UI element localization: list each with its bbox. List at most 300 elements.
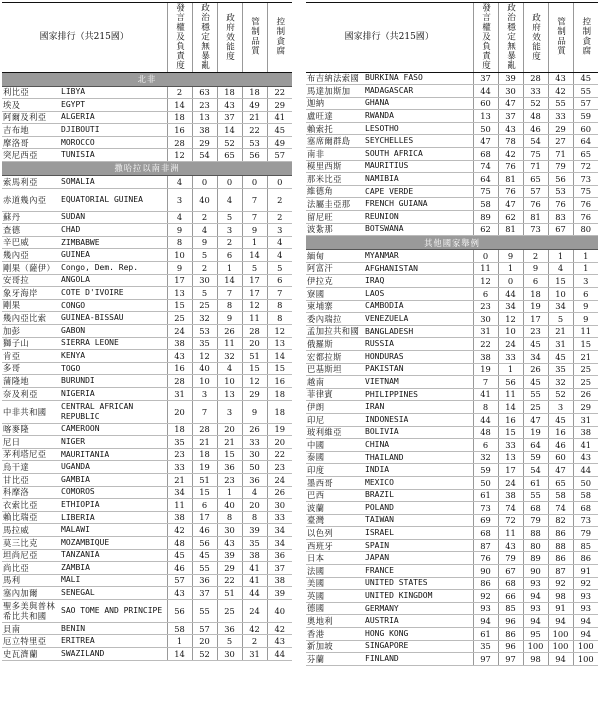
country-name-en: FINLAND	[364, 653, 473, 666]
regulatory-quality-value: 43	[548, 72, 573, 85]
government-effectiveness-value: 45	[523, 338, 548, 351]
voice-accountability-value: 50	[473, 476, 498, 489]
voice-accountability-value: 16	[167, 362, 192, 375]
government-effectiveness-value: 48	[523, 110, 548, 123]
regulatory-quality-value: 86	[548, 552, 573, 565]
political-stability-value: 40	[192, 188, 217, 211]
government-effectiveness-value: 25	[217, 599, 242, 622]
table-row	[306, 451, 598, 464]
country-name-en: SENEGAL	[60, 587, 167, 600]
table-row	[306, 489, 598, 502]
control-corruption-value: 49	[267, 136, 292, 149]
regulatory-quality-value: 56	[548, 173, 573, 186]
control-corruption-value: 79	[573, 527, 598, 540]
government-effectiveness-value: 32	[217, 350, 242, 363]
country-name-en: MOZAMBIQUE	[60, 536, 167, 549]
voice-accountability-value: 75	[473, 185, 498, 198]
political-stability-value: 4	[192, 224, 217, 237]
country-name-en: RUSSIA	[364, 338, 473, 351]
political-stability-value: 18	[192, 448, 217, 461]
regulatory-quality-value: 16	[548, 426, 573, 439]
government-effectiveness-value: 95	[523, 628, 548, 641]
table-row	[306, 338, 598, 351]
political-stability-value: 33	[498, 439, 523, 452]
table-row	[2, 325, 292, 338]
country-name-zh: 波紮那	[306, 223, 364, 236]
government-effectiveness-value: 52	[523, 97, 548, 110]
table-row	[2, 473, 292, 486]
table-row	[2, 99, 292, 112]
table-row	[306, 288, 598, 301]
government-effectiveness-value: 80	[523, 539, 548, 552]
country-name-zh: 中國	[306, 439, 364, 452]
government-effectiveness-value: 0	[217, 176, 242, 189]
country-name-en: MADAGASCAR	[364, 85, 473, 98]
country-name-en: GUINEA-BISSAU	[60, 312, 167, 325]
government-effectiveness-value: 94	[523, 615, 548, 628]
table-row	[306, 565, 598, 578]
political-stability-value: 15	[192, 486, 217, 499]
country-name-zh: 玻利維亞	[306, 426, 364, 439]
voice-accountability-value: 64	[473, 173, 498, 186]
control-corruption-value: 29	[573, 401, 598, 414]
country-name-en: NAMIBIA	[364, 173, 473, 186]
country-name-zh: 聖多美與普林希比共和國	[2, 599, 60, 622]
regulatory-quality-value: 67	[548, 223, 573, 236]
table-row	[2, 312, 292, 325]
table-row	[2, 423, 292, 436]
country-name-zh: 伊拉克	[306, 275, 364, 288]
country-name-en: CAMEROON	[60, 423, 167, 436]
country-name-zh: 柬埔寨	[306, 300, 364, 313]
table-row	[306, 577, 598, 590]
government-effectiveness-value: 89	[523, 552, 548, 565]
table-row	[306, 262, 598, 275]
country-name-zh: 那米比亞	[306, 173, 364, 186]
voice-accountability-value: 47	[473, 135, 498, 148]
control-corruption-value: 34	[267, 536, 292, 549]
political-stability-value: 55	[192, 562, 217, 575]
regulatory-quality-value: 21	[548, 325, 573, 338]
country-name-zh: 莫三比克	[2, 536, 60, 549]
regulatory-quality-value: 5	[242, 262, 267, 275]
country-name-zh: 安哥拉	[2, 274, 60, 287]
country-name-zh: 泰國	[306, 451, 364, 464]
control-corruption-value: 38	[573, 426, 598, 439]
government-effectiveness-value: 59	[523, 451, 548, 464]
political-stability-value: 79	[498, 552, 523, 565]
country-name-en: GERMANY	[364, 602, 473, 615]
country-name-zh: 日本	[306, 552, 364, 565]
government-effectiveness-value: 19	[523, 300, 548, 313]
government-effectiveness-value: 23	[217, 473, 242, 486]
government-effectiveness-value: 14	[217, 124, 242, 137]
control-corruption-value: 43	[267, 635, 292, 648]
control-corruption-value: 15	[267, 362, 292, 375]
table-row	[306, 464, 598, 477]
political-stability-value: 62	[498, 211, 523, 224]
political-stability-value: 17	[192, 511, 217, 524]
voice-accountability-value: 46	[167, 562, 192, 575]
voice-accountability-value: 6	[473, 288, 498, 301]
country-name-zh: 奧地利	[306, 615, 364, 628]
political-stability-value: 54	[192, 149, 217, 162]
political-stability-value: 24	[498, 476, 523, 489]
political-stability-value: 25	[192, 299, 217, 312]
country-name-zh: 英國	[306, 590, 364, 603]
control-corruption-value: 0	[267, 176, 292, 189]
government-effectiveness-value: 65	[217, 149, 242, 162]
country-name-en: IRAQ	[364, 275, 473, 288]
country-name-en: MAURITANIA	[60, 448, 167, 461]
voice-accountability-value: 57	[167, 574, 192, 587]
country-name-zh: 美國	[306, 577, 364, 590]
table-row	[306, 426, 598, 439]
country-name-zh: 坦尚尼亞	[2, 549, 60, 562]
control-corruption-value: 8	[267, 312, 292, 325]
voice-accountability-value: 41	[473, 388, 498, 401]
voice-accountability-value: 32	[473, 451, 498, 464]
regulatory-quality-value: 9	[242, 400, 267, 423]
government-effectiveness-value: 79	[523, 514, 548, 527]
political-stability-value: 38	[192, 124, 217, 137]
voice-accountability-value: 35	[167, 436, 192, 449]
table-row	[2, 387, 292, 400]
regulatory-quality-value: 8	[242, 511, 267, 524]
government-effectiveness-value: 68	[523, 502, 548, 515]
control-corruption-value: 3	[267, 224, 292, 237]
political-stability-value: 24	[498, 338, 523, 351]
control-corruption-value: 24	[267, 473, 292, 486]
country-name-en: HONG KONG	[364, 628, 473, 641]
header-row	[2, 3, 292, 73]
voice-accountability-value: 21	[167, 473, 192, 486]
voice-accountability-value: 20	[167, 400, 192, 423]
country-name-en: NIGER	[60, 436, 167, 449]
political-stability-value: 76	[498, 185, 523, 198]
political-stability-value: 10	[192, 375, 217, 388]
country-name-zh: 巴基斯坦	[306, 363, 364, 376]
table-row	[2, 461, 292, 474]
voice-accountability-value: 12	[473, 275, 498, 288]
government-effectiveness-value: 57	[523, 185, 548, 198]
control-corruption-header: 控制貪腐	[580, 17, 591, 56]
country-name-zh: 賴比瑞亞	[2, 511, 60, 524]
country-name-zh: 德國	[306, 602, 364, 615]
table-row	[2, 562, 292, 575]
regulatory-quality-value: 60	[548, 451, 573, 464]
political-stability-value: 44	[498, 288, 523, 301]
government-effectiveness-value: 54	[523, 135, 548, 148]
country-name-en: MEXICO	[364, 476, 473, 489]
voice-accountability-value: 18	[167, 111, 192, 124]
country-name-en: ALGERIA	[60, 111, 167, 124]
political-stability-value: 76	[498, 160, 523, 173]
political-stability-value: 85	[498, 602, 523, 615]
regulatory-quality-value: 47	[548, 464, 573, 477]
table-row	[2, 622, 292, 635]
country-name-en: PHILIPPINES	[364, 388, 473, 401]
country-name-zh: 委內瑞拉	[306, 313, 364, 326]
country-name-en: COTE D'IVOIRE	[60, 287, 167, 300]
voice-accountability-value: 31	[167, 387, 192, 400]
country-name-en: REUNION	[364, 211, 473, 224]
governance-table-right	[306, 2, 598, 666]
country-name-zh: 肯亞	[2, 350, 60, 363]
country-name-zh: 留尼旺	[306, 211, 364, 224]
voice-accountability-value: 60	[473, 97, 498, 110]
control-corruption-value: 40	[267, 599, 292, 622]
control-corruption-value: 73	[573, 173, 598, 186]
country-name-zh: 赤道幾內亞	[2, 188, 60, 211]
political-stability-value: 6	[192, 499, 217, 512]
table-row	[2, 149, 292, 162]
voice-accountability-header: 發言權及負責度	[174, 3, 185, 71]
country-name-en: ZIMBABWE	[60, 236, 167, 249]
control-corruption-value: 100	[573, 640, 598, 653]
country-name-zh: 伊朗	[306, 401, 364, 414]
region-heading: 北非	[2, 72, 292, 86]
regulatory-quality-value: 26	[242, 423, 267, 436]
regulatory-quality-value: 24	[242, 599, 267, 622]
political-stability-value: 1	[498, 363, 523, 376]
control-corruption-value: 9	[573, 300, 598, 313]
regulatory-quality-header: 管制品質	[555, 17, 566, 56]
voice-accountability-value: 12	[167, 149, 192, 162]
voice-accountability-value: 62	[473, 223, 498, 236]
government-effectiveness-value: 100	[523, 640, 548, 653]
government-effectiveness-value: 43	[217, 536, 242, 549]
region-heading: 其他國家舉例	[306, 236, 598, 250]
voice-accountability-value: 30	[473, 313, 498, 326]
country-name-zh: 史瓦濟蘭	[2, 648, 60, 661]
control-corruption-value: 65	[573, 148, 598, 161]
government-effectiveness-value: 9	[523, 262, 548, 275]
region-heading: 撒哈拉以南非洲	[2, 162, 292, 176]
political-stability-value: 66	[498, 590, 523, 603]
control-corruption-value: 76	[573, 198, 598, 211]
voice-accountability-value: 90	[473, 565, 498, 578]
country-name-zh: 緬甸	[306, 250, 364, 263]
political-stability-value: 56	[192, 536, 217, 549]
government-effectiveness-value: 1	[217, 486, 242, 499]
country-name-en: CONGO	[60, 299, 167, 312]
country-name-en: BURKINA FASO	[364, 72, 473, 85]
governance-table-left	[2, 2, 292, 661]
country-name-en: SAO TOME AND PRINCIPE	[60, 599, 167, 622]
political-stability-value: 20	[192, 635, 217, 648]
table-row	[2, 350, 292, 363]
country-name-zh: 利比亞	[2, 86, 60, 99]
regulatory-quality-value: 58	[548, 489, 573, 502]
country-name-zh: 科摩洛	[2, 486, 60, 499]
table-row	[2, 599, 292, 622]
country-name-en: ANGOLA	[60, 274, 167, 287]
country-name-en: TUNISIA	[60, 149, 167, 162]
political-stability-value: 7	[192, 400, 217, 423]
government-effectiveness-value: 64	[523, 439, 548, 452]
political-stability-value: 13	[192, 111, 217, 124]
country-name-en: VIETNAM	[364, 376, 473, 389]
table-row	[2, 287, 292, 300]
control-corruption-value: 4	[267, 236, 292, 249]
government-effectiveness-header: 政府效能度	[224, 12, 235, 61]
country-name-zh: 吉布地	[2, 124, 60, 137]
control-corruption-value: 25	[573, 363, 598, 376]
control-corruption-value: 100	[573, 653, 598, 666]
regulatory-quality-value: 7	[242, 188, 267, 211]
political-stability-value: 12	[192, 350, 217, 363]
government-effectiveness-value: 46	[523, 122, 548, 135]
control-corruption-value: 23	[267, 461, 292, 474]
regulatory-quality-header: 管制品質	[249, 17, 260, 56]
voice-accountability-value: 2	[167, 86, 192, 99]
political-stability-value: 14	[498, 401, 523, 414]
political-stability-value: 45	[192, 549, 217, 562]
voice-accountability-value: 7	[473, 376, 498, 389]
voice-accountability-value: 10	[167, 249, 192, 262]
control-corruption-value: 94	[573, 615, 598, 628]
government-effectiveness-value: 28	[523, 72, 548, 85]
country-name-en: GABON	[60, 325, 167, 338]
region-section-row	[2, 72, 292, 86]
voice-accountability-value: 8	[473, 401, 498, 414]
country-name-en: CENTRAL AFRICAN REPUBLIC	[60, 400, 167, 423]
control-corruption-value: 2	[267, 211, 292, 224]
voice-accountability-value: 35	[473, 640, 498, 653]
table-row	[2, 375, 292, 388]
table-row	[306, 275, 598, 288]
voice-accountability-value: 38	[167, 337, 192, 350]
control-corruption-value: 93	[573, 590, 598, 603]
voice-accountability-value: 48	[473, 426, 498, 439]
regulatory-quality-value: 20	[242, 337, 267, 350]
regulatory-quality-value: 22	[242, 124, 267, 137]
political-stability-header: 政治穩定無暴亂	[505, 3, 516, 71]
country-name-zh: 布吉納法索國	[306, 72, 364, 85]
regulatory-quality-value: 17	[242, 274, 267, 287]
regulatory-quality-value: 42	[242, 622, 267, 635]
country-name-en: CAPE VERDE	[364, 185, 473, 198]
government-effectiveness-value: 43	[217, 99, 242, 112]
country-name-zh: 貝南	[2, 622, 60, 635]
table-row	[2, 635, 292, 648]
political-stability-value: 10	[498, 325, 523, 338]
control-corruption-value: 68	[573, 502, 598, 515]
political-stability-value: 78	[498, 135, 523, 148]
country-name-zh: 索馬利亞	[2, 176, 60, 189]
political-stability-value: 30	[498, 85, 523, 98]
political-stability-value: 81	[498, 223, 523, 236]
regulatory-quality-value: 79	[548, 160, 573, 173]
government-effectiveness-value: 29	[217, 562, 242, 575]
regulatory-quality-value: 29	[548, 122, 573, 135]
regulatory-quality-value: 55	[548, 97, 573, 110]
regulatory-quality-value: 98	[548, 590, 573, 603]
control-corruption-value: 55	[573, 85, 598, 98]
government-effectiveness-value: 93	[523, 602, 548, 615]
table-row	[2, 111, 292, 124]
country-name-zh: 幾內亞比索	[2, 312, 60, 325]
political-stability-value: 67	[498, 565, 523, 578]
regulatory-quality-value: 15	[242, 362, 267, 375]
voice-accountability-value: 16	[167, 124, 192, 137]
country-name-en: ERITREA	[60, 635, 167, 648]
control-corruption-value: 60	[573, 122, 598, 135]
country-name-en: SWAZILAND	[60, 648, 167, 661]
political-stability-value: 56	[498, 376, 523, 389]
country-name-en: AFGHANISTAN	[364, 262, 473, 275]
country-name-en: SEYCHELLES	[364, 135, 473, 148]
table-row	[306, 413, 598, 426]
country-name-en: Congo, Dem. Rep.	[60, 262, 167, 275]
government-effectiveness-value: 30	[217, 524, 242, 537]
regulatory-quality-value: 50	[242, 461, 267, 474]
political-stability-value: 32	[192, 312, 217, 325]
control-corruption-value: 80	[573, 223, 598, 236]
table-row	[306, 122, 598, 135]
regulatory-quality-value: 1	[548, 250, 573, 263]
political-stability-value: 52	[192, 648, 217, 661]
voice-accountability-value: 9	[167, 224, 192, 237]
table-row	[306, 325, 598, 338]
table-row	[2, 124, 292, 137]
political-stability-value: 5	[192, 287, 217, 300]
government-effectiveness-value: 14	[217, 274, 242, 287]
control-corruption-value: 75	[573, 185, 598, 198]
voice-accountability-value: 94	[473, 615, 498, 628]
country-name-en: KENYA	[60, 350, 167, 363]
regulatory-quality-value: 46	[548, 439, 573, 452]
government-effectiveness-value: 6	[217, 249, 242, 262]
political-stability-value: 34	[498, 300, 523, 313]
political-stability-value: 28	[192, 423, 217, 436]
control-corruption-value: 12	[267, 325, 292, 338]
regulatory-quality-value: 74	[548, 502, 573, 515]
voice-accountability-value: 0	[473, 250, 498, 263]
government-effectiveness-value: 34	[523, 350, 548, 363]
country-name-zh: 巴西	[306, 489, 364, 502]
table-row	[306, 602, 598, 615]
table-body	[306, 72, 598, 665]
country-name-zh: 剛果（薩伊）	[2, 262, 60, 275]
voice-accountability-value: 44	[473, 413, 498, 426]
country-name-en: ZAMBIA	[60, 562, 167, 575]
country-name-zh: 法屬圭亞那	[306, 198, 364, 211]
voice-accountability-value: 38	[473, 350, 498, 363]
table-row	[2, 262, 292, 275]
table-row	[306, 72, 598, 85]
country-name-en: SUDAN	[60, 211, 167, 224]
voice-accountability-value: 74	[473, 160, 498, 173]
table-row	[2, 400, 292, 423]
political-stability-value: 5	[192, 249, 217, 262]
voice-accountability-value: 24	[167, 325, 192, 338]
voice-accountability-value: 13	[473, 110, 498, 123]
country-name-zh: 寮國	[306, 288, 364, 301]
voice-accountability-value: 6	[473, 439, 498, 452]
control-corruption-value: 57	[573, 97, 598, 110]
government-effectiveness-value: 37	[217, 111, 242, 124]
country-name-zh: 辛巴威	[2, 236, 60, 249]
voice-accountability-value: 48	[167, 536, 192, 549]
country-name-zh: 俄羅斯	[306, 338, 364, 351]
political-stability-value: 46	[192, 524, 217, 537]
country-name-zh: 臺灣	[306, 514, 364, 527]
country-name-zh: 馬達加斯加	[306, 85, 364, 98]
regulatory-quality-value: 88	[548, 539, 573, 552]
table-body	[2, 72, 292, 660]
